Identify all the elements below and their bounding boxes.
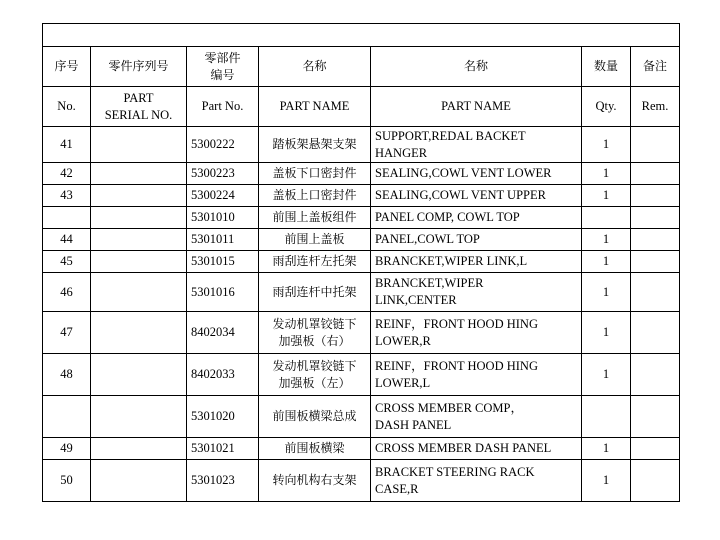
- cell-name-zh: 踏板架悬架支架: [259, 127, 371, 163]
- cell-part-no: 5301016: [187, 273, 259, 312]
- cell-qty: 1: [582, 354, 631, 396]
- header-qty-en: Qty.: [582, 87, 631, 127]
- cell-no: [43, 207, 91, 229]
- cell-name-en: PANEL,COWL TOP: [371, 229, 582, 251]
- table-row: [43, 127, 680, 163]
- cell-serial: [91, 229, 187, 251]
- cell-serial: [91, 207, 187, 229]
- cell-name-zh: 前围上盖板: [259, 229, 371, 251]
- cell-part-no: 5300223: [187, 163, 259, 185]
- table-row: [43, 163, 680, 185]
- header-part-no-en: Part No.: [187, 87, 259, 127]
- cell-serial: [91, 251, 187, 273]
- cell-name-en: REINF，FRONT HOOD HING LOWER,R: [371, 312, 582, 354]
- cell-name-en: SEALING,COWL VENT UPPER: [371, 185, 582, 207]
- cell-part-no: 5301015: [187, 251, 259, 273]
- cell-part-no: 5301023: [187, 460, 259, 502]
- cell-part-no: 5301021: [187, 438, 259, 460]
- cell-name-zh: 发动机罩铰链下 加强板（左）: [259, 354, 371, 396]
- cell-part-no: 5301011: [187, 229, 259, 251]
- cell-no: 45: [43, 251, 91, 273]
- header-row-english: [43, 87, 680, 127]
- cell-rem: [631, 438, 680, 460]
- table-row: [43, 273, 680, 312]
- cell-no: 43: [43, 185, 91, 207]
- cell-part-no: 5300224: [187, 185, 259, 207]
- table-row: [43, 251, 680, 273]
- cell-qty: 1: [582, 273, 631, 312]
- header-rem-en: Rem.: [631, 87, 680, 127]
- cell-name-en: SUPPORT,REDAL BACKET HANGER: [371, 127, 582, 163]
- table-row: [43, 185, 680, 207]
- table-row: [43, 438, 680, 460]
- cell-name-en: BRANCKET,WIPER LINK,L: [371, 251, 582, 273]
- cell-no: 41: [43, 127, 91, 163]
- header-name-en-en: PART NAME: [371, 87, 582, 127]
- table-row: [43, 396, 680, 438]
- cell-part-no: 5301020: [187, 396, 259, 438]
- cell-serial: [91, 396, 187, 438]
- cell-serial: [91, 460, 187, 502]
- cell-part-no: 8402033: [187, 354, 259, 396]
- header-serial-zh: 零件序列号: [91, 47, 187, 87]
- cell-rem: [631, 354, 680, 396]
- cell-no: 42: [43, 163, 91, 185]
- cell-serial: [91, 127, 187, 163]
- cell-qty: [582, 396, 631, 438]
- cell-qty: 1: [582, 229, 631, 251]
- cell-part-no: 5301010: [187, 207, 259, 229]
- cell-name-zh: 发动机罩铰链下 加强板（右）: [259, 312, 371, 354]
- cell-qty: [582, 207, 631, 229]
- cell-qty: 1: [582, 438, 631, 460]
- header-serial-en: PART SERIAL NO.: [91, 87, 187, 127]
- cell-no: 49: [43, 438, 91, 460]
- cell-rem: [631, 273, 680, 312]
- table-row: [43, 354, 680, 396]
- cell-rem: [631, 163, 680, 185]
- cell-qty: 1: [582, 460, 631, 502]
- cell-no: 48: [43, 354, 91, 396]
- cell-name-en: CROSS MEMBER DASH PANEL: [371, 438, 582, 460]
- cell-no: 44: [43, 229, 91, 251]
- cell-part-no: 5300222: [187, 127, 259, 163]
- cell-qty: 1: [582, 127, 631, 163]
- cell-rem: [631, 251, 680, 273]
- header-name-zh: 名称: [259, 47, 371, 87]
- cell-serial: [91, 185, 187, 207]
- table-title-row: [43, 24, 680, 47]
- cell-name-zh: 盖板上口密封件: [259, 185, 371, 207]
- cell-name-en: BRACKET STEERING RACK CASE,R: [371, 460, 582, 502]
- cell-rem: [631, 207, 680, 229]
- cell-serial: [91, 312, 187, 354]
- table-row: [43, 312, 680, 354]
- cell-serial: [91, 354, 187, 396]
- cell-rem: [631, 229, 680, 251]
- title-cell: [43, 24, 680, 47]
- cell-rem: [631, 312, 680, 354]
- cell-serial: [91, 273, 187, 312]
- cell-qty: 1: [582, 185, 631, 207]
- header-no-zh: 序号: [43, 47, 91, 87]
- cell-name-zh: 转向机构右支架: [259, 460, 371, 502]
- cell-no: 46: [43, 273, 91, 312]
- cell-no: [43, 396, 91, 438]
- cell-name-zh: 前围上盖板组件: [259, 207, 371, 229]
- header-name-en-zh: 名称: [371, 47, 582, 87]
- cell-name-en: PANEL COMP, COWL TOP: [371, 207, 582, 229]
- table-row: [43, 229, 680, 251]
- header-name-zh-en: PART NAME: [259, 87, 371, 127]
- cell-serial: [91, 163, 187, 185]
- header-part-no-zh: 零部件 编号: [187, 47, 259, 87]
- cell-rem: [631, 396, 680, 438]
- cell-qty: 1: [582, 163, 631, 185]
- cell-no: 47: [43, 312, 91, 354]
- cell-rem: [631, 127, 680, 163]
- cell-name-zh: 雨刮连杆左托架: [259, 251, 371, 273]
- cell-no: 50: [43, 460, 91, 502]
- cell-part-no: 8402034: [187, 312, 259, 354]
- table-row: [43, 460, 680, 502]
- cell-name-en: CROSS MEMBER COMP， DASH PANEL: [371, 396, 582, 438]
- cell-serial: [91, 438, 187, 460]
- cell-qty: 1: [582, 251, 631, 273]
- header-row-chinese: [43, 47, 680, 87]
- header-qty-zh: 数量: [582, 47, 631, 87]
- header-rem-zh: 备注: [631, 47, 680, 87]
- table-row: [43, 207, 680, 229]
- cell-name-zh: 前围板横梁总成: [259, 396, 371, 438]
- cell-name-zh: 盖板下口密封件: [259, 163, 371, 185]
- cell-name-zh: 雨刮连杆中托架: [259, 273, 371, 312]
- cell-name-zh: 前围板横梁: [259, 438, 371, 460]
- header-no-en: No.: [43, 87, 91, 127]
- cell-name-en: BRANCKET,WIPER LINK,CENTER: [371, 273, 582, 312]
- cell-qty: 1: [582, 312, 631, 354]
- cell-rem: [631, 460, 680, 502]
- cell-name-en: SEALING,COWL VENT LOWER: [371, 163, 582, 185]
- cell-rem: [631, 185, 680, 207]
- cell-name-en: REINF，FRONT HOOD HING LOWER,L: [371, 354, 582, 396]
- parts-table: [42, 23, 680, 502]
